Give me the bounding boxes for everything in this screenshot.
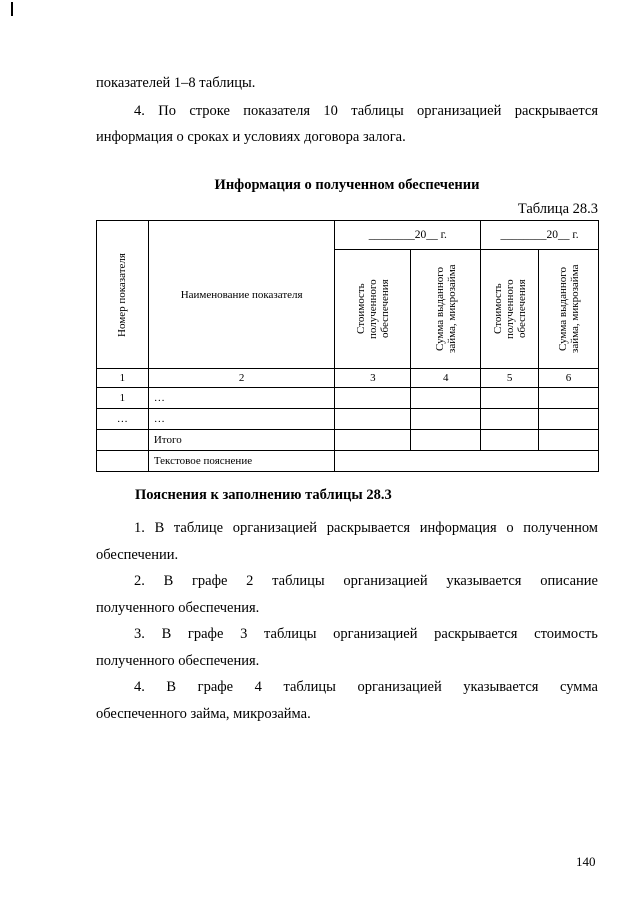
explanation-item-4 xyxy=(96,674,598,728)
column-number: 5 xyxy=(481,369,539,388)
paragraph-4: 4. По строке показателя 10 таблицы организацией раскрывается информация о сроках и условиях договора залога. xyxy=(96,103,598,145)
explanations-title: Пояснения к заполнению таблицы 28.3 xyxy=(135,487,392,503)
column-number: 1 xyxy=(97,369,149,388)
item-continuation: обеспеченного займа, микрозайма. xyxy=(96,706,311,722)
table-row xyxy=(97,409,599,430)
item-number: 4. xyxy=(134,679,145,695)
header-number: Номер показателя xyxy=(116,252,129,337)
column-numbers-row xyxy=(97,369,599,388)
subheader-cell-4 xyxy=(411,250,481,369)
subheader-value-1: Стоимость полученного обеспечения xyxy=(354,279,391,339)
word: 4 xyxy=(254,679,262,695)
explanation-item-1 xyxy=(96,515,598,569)
word: таблицы xyxy=(283,679,336,695)
intro-line: показателей 1–8 таблицы. xyxy=(96,75,256,91)
item-number: 2. xyxy=(134,573,145,589)
word: организацией xyxy=(333,626,418,642)
info-table xyxy=(96,220,599,472)
header-name: Наименование показателя xyxy=(148,221,335,369)
word: В xyxy=(154,520,165,536)
row-number: 1 xyxy=(97,388,149,409)
word: графе xyxy=(191,573,228,589)
word: В xyxy=(166,679,177,695)
word: организацией xyxy=(232,520,318,536)
word: указывается xyxy=(446,573,522,589)
subheader-loan-2: Сумма выданного займа, микрозайма xyxy=(556,264,581,354)
header-period-1: ________20__ г. xyxy=(335,221,481,250)
item-number: 3. xyxy=(134,626,145,642)
word: организацией xyxy=(357,679,442,695)
row-name: … xyxy=(148,409,335,430)
word: В xyxy=(161,626,172,642)
subheader-loan-1: Сумма выданного займа, микрозайма xyxy=(433,264,458,354)
text-explanation-cell xyxy=(335,451,599,472)
subheader-cell-5 xyxy=(481,250,539,369)
word: стоимость xyxy=(534,626,598,642)
scan-edge-mark xyxy=(11,2,13,16)
table-row xyxy=(97,388,599,409)
column-number: 3 xyxy=(335,369,411,388)
word: таблице xyxy=(173,520,224,536)
item-continuation: полученного обеспечения. xyxy=(96,653,260,669)
column-number: 6 xyxy=(539,369,599,388)
word: сумма xyxy=(559,679,598,695)
item-number: 1. xyxy=(134,520,145,536)
text-explanation-label: Текстовое пояснение xyxy=(148,451,335,472)
page-number: 140 xyxy=(576,854,596,869)
word: указывается xyxy=(463,679,539,695)
column-number: 2 xyxy=(148,369,335,388)
row-number: … xyxy=(97,409,149,430)
word: 3 xyxy=(240,626,248,642)
table-row-total xyxy=(97,430,599,451)
word: графе xyxy=(197,679,234,695)
word: описание xyxy=(540,573,598,589)
explanation-item-2 xyxy=(96,568,598,622)
explanation-item-3 xyxy=(96,621,598,675)
subheader-cell-6 xyxy=(539,250,599,369)
header-number-cell xyxy=(97,221,149,369)
word: В xyxy=(163,573,174,589)
word: графе xyxy=(187,626,224,642)
table-title: Информация о полученном обеспечении xyxy=(214,177,480,193)
table-caption: Таблица 28.3 xyxy=(517,201,598,217)
row-number xyxy=(97,430,149,451)
subheader-value-2: Стоимость полученного обеспечения xyxy=(491,279,528,339)
header-period-2: ________20__ г. xyxy=(481,221,599,250)
word: раскрывается xyxy=(434,626,518,642)
word: раскрывается xyxy=(326,520,411,536)
item-continuation: полученного обеспечения. xyxy=(96,600,260,616)
row-name: … xyxy=(148,388,335,409)
word: информация xyxy=(419,520,497,536)
word: полученном xyxy=(523,520,598,536)
subheader-cell-3 xyxy=(335,250,411,369)
table-row-text-explanation xyxy=(97,451,599,472)
word: таблицы xyxy=(264,626,317,642)
word: организацией xyxy=(343,573,428,589)
row-name: Итого xyxy=(148,430,335,451)
column-number: 4 xyxy=(411,369,481,388)
word: таблицы xyxy=(272,573,325,589)
word: о xyxy=(506,520,514,536)
item-continuation: обеспечении. xyxy=(96,547,179,563)
word: 2 xyxy=(246,573,254,589)
